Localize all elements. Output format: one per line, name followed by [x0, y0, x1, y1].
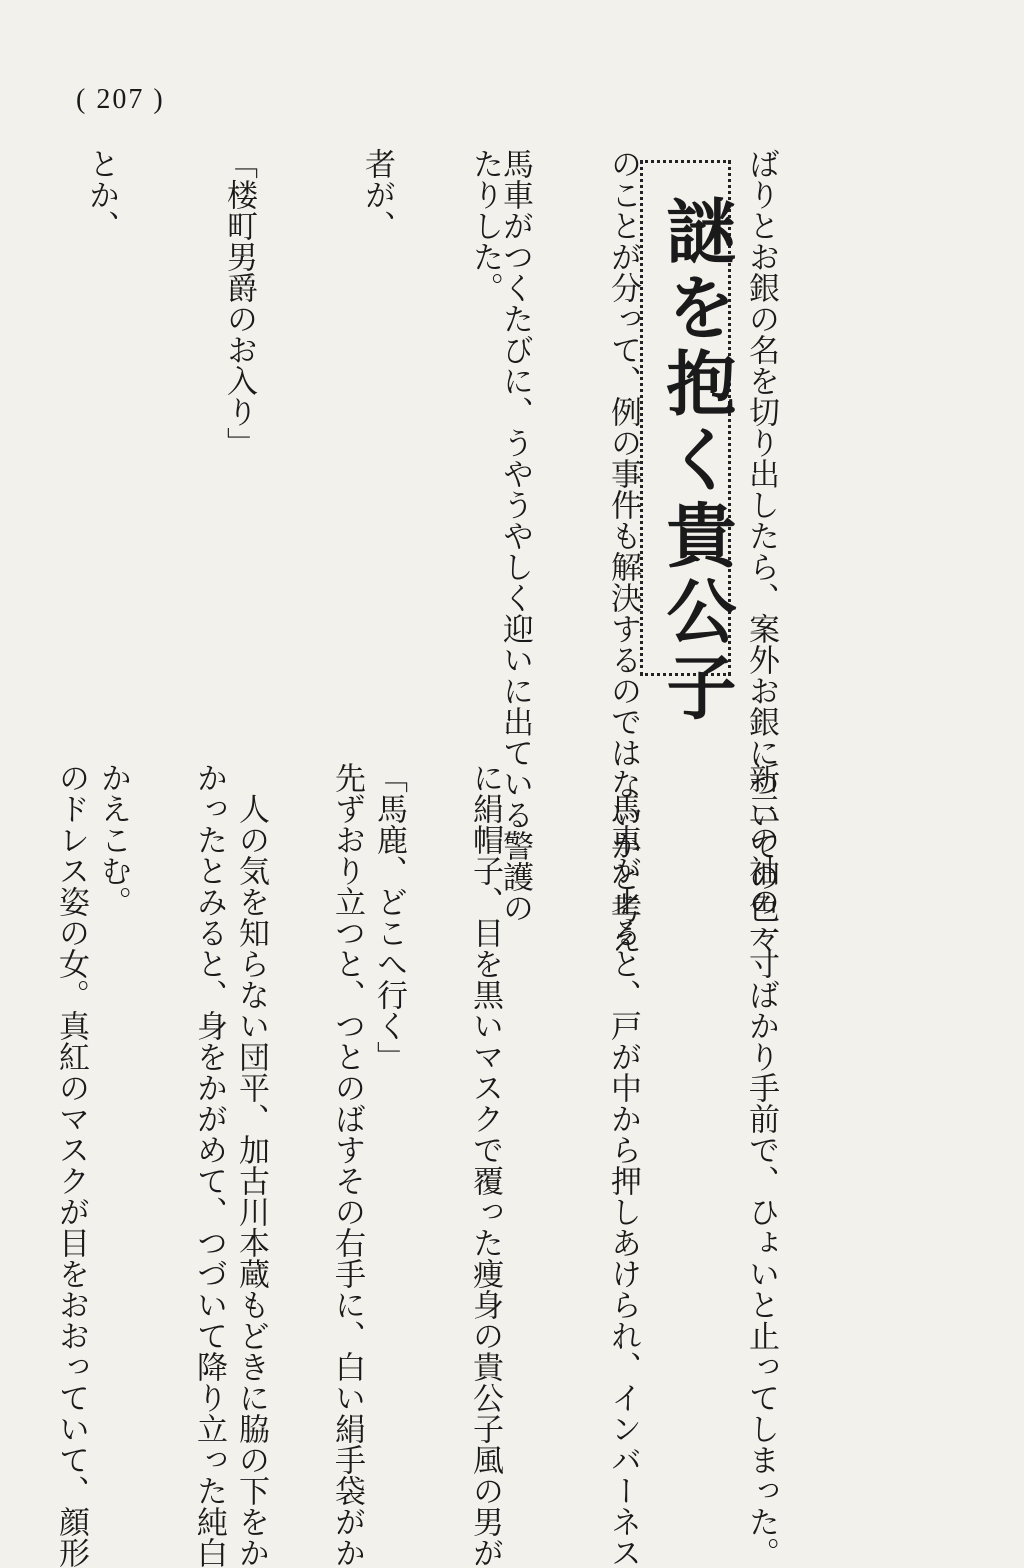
text-line: のことが分って、例の事件も解決するのではないかと考え [605, 148, 641, 954]
text-line: かったとみると、身をかがめて、つづいて降り立った純白 [191, 762, 227, 1568]
text-line: 新三の袖の一寸ばかり手前で、ひょいと止ってしまった。 [743, 762, 779, 1568]
text-line: のドレス姿の女。真紅のマスクが目をおおっていて、顔形 [53, 762, 89, 1568]
chapter-title: 謎を抱く貴公子 [655, 195, 738, 727]
text-line: かえこむ。 [95, 762, 131, 917]
text-line: とか、 [83, 148, 119, 241]
text-line: 馬車が止ると、戸が中から押しあけられ、インバーネス [605, 762, 641, 1568]
page-number: ( 207 ) [76, 84, 165, 115]
text-line: ばりとお銀の名を切り出したら、案外お銀についての色々 [743, 148, 779, 954]
text-line: 「楼町男爵のお入り」 [221, 148, 257, 458]
text-line: 先ずおり立つと、つとのばすその右手に、白い絹手袋がか [329, 762, 365, 1568]
text-line: たりした。 [467, 148, 503, 303]
text-line: 人の気を知らない団平、加古川本蔵もどきに脇の下をか [233, 762, 269, 1568]
bottom-left-paragraphs [0, 762, 504, 1568]
text-line: 馬車がつくたびに、うやうやしく迎いに出ている警護の [497, 148, 533, 923]
text-line: 者が、 [359, 148, 395, 241]
text-line: に絹帽子、目を黒いマスクで覆った痩身の貴公子風の男が [467, 762, 503, 1568]
text-line: 「馬鹿、どこへ行く」 [371, 762, 407, 1072]
